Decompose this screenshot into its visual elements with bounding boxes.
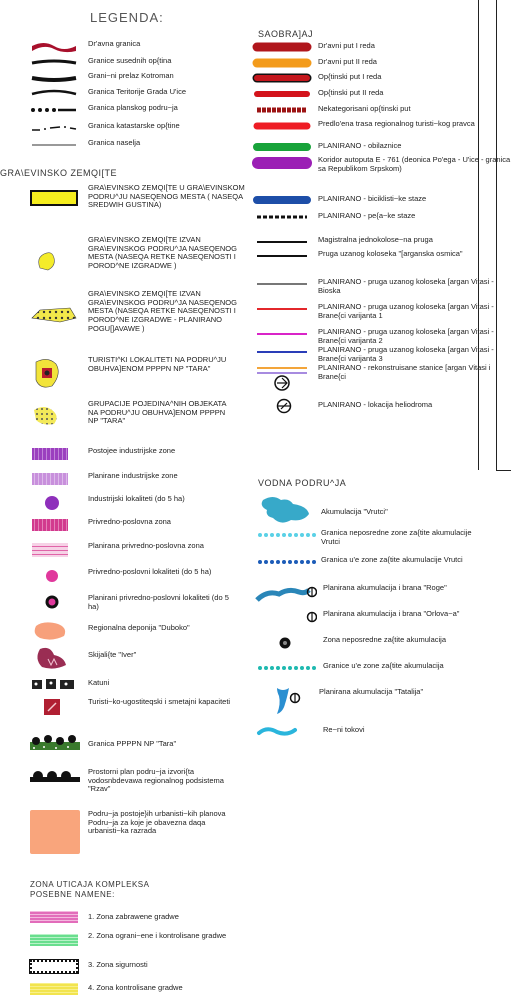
section-title-construction: GRA\EVINSKO ZEMQI[TE — [0, 168, 118, 178]
dotted-cyan-symbol — [255, 529, 317, 541]
legend-label: PLANIRANO - pruga uzanog koloseka [argan Vitasi - Brane{ci varijanta 2 — [318, 327, 494, 345]
legend-label: GRUPACIJE POJEDINA^NIH OBJEKATA NA PODRU^JU OBUHVA]ENOM PPPPN NP "TARA" — [88, 399, 227, 426]
line-symbol — [30, 57, 78, 69]
legend-label: Re~ni tokovi — [323, 725, 365, 734]
legend-title: LEGENDA: — [90, 10, 164, 25]
legend-item-industrial-planned — [30, 472, 238, 486]
dam-icon — [255, 610, 317, 624]
business-locality-symbol — [30, 568, 78, 584]
legend-item-state-border — [30, 40, 238, 54]
legend-item-business-locality-planned — [30, 594, 238, 611]
business-zone-symbol — [30, 518, 78, 532]
station-icon — [273, 374, 291, 394]
legend-item-katuni — [30, 676, 238, 692]
legend-item-plan-border — [30, 104, 218, 116]
yellow-blob-symbol — [30, 248, 78, 272]
walking-paths-symbol — [252, 211, 312, 223]
legend-label: Katuni — [88, 678, 110, 687]
legend-label: Skijali{te "Iver" — [88, 650, 137, 659]
railway-bioska-symbol — [252, 278, 312, 290]
legend-item-construction-1 — [30, 184, 248, 210]
section-title-traffic: SAOBRA]AJ — [258, 29, 314, 39]
tourist-route-symbol — [252, 120, 312, 132]
landfill-symbol — [30, 620, 78, 642]
vrutci-reservoir-symbol — [255, 494, 317, 528]
main-railway-symbol — [252, 236, 312, 248]
ski-resort-symbol — [30, 645, 78, 671]
legend-item-bike-paths — [252, 194, 498, 206]
legend-item-railway-v1 — [252, 303, 498, 320]
object-groups-symbol — [30, 402, 78, 428]
legend-item-immediate-zone-vrutci — [255, 529, 481, 546]
legend-label: PLANIRANO - lokacija heliodroma — [318, 400, 433, 409]
legend-item-business-zone — [30, 518, 238, 532]
bike-paths-symbol — [252, 194, 312, 206]
legend-label: Predlo'ena trasa regionalnog turisti~kog pravca — [318, 119, 475, 128]
section-title-zones-1: ZONA UTICAJA KOMPLEKSA — [30, 880, 150, 889]
roge-reservoir-symbol — [255, 584, 317, 606]
legend-item-settlement — [30, 139, 238, 151]
legend-item-uncategorized-road — [252, 104, 498, 116]
highway-corridor-symbol — [252, 156, 312, 170]
zone-1-symbol — [30, 910, 80, 924]
industrial-planned-symbol — [30, 472, 78, 486]
legend-item-narrow-railway — [252, 250, 498, 262]
legend-item-railway-bioska — [252, 278, 508, 295]
legend-label: GRA\EVINSKO ZEMQI[TE U GRA\EVINSKOM PODRU^JU NASEQENOG MESTA ( NASEQA SREDWIH GUSTINA) — [88, 183, 245, 210]
dotted-line-symbol — [30, 104, 78, 116]
legend-label: Op{tinski put I reda — [318, 72, 382, 81]
legend-item-state-road-1 — [252, 41, 498, 53]
legend-item-urban-plans — [30, 810, 248, 856]
legend-item-industrial-existing — [30, 447, 238, 461]
legend-item-bypass — [252, 141, 498, 153]
legend-label: Pruga uzanog koloseka "[arganska osmica" — [318, 249, 463, 258]
legend-label: Granice u'e zone za{tite akumulacija — [323, 661, 444, 670]
legend-item-narrow-zone — [255, 662, 473, 674]
zone-3-symbol — [30, 960, 80, 974]
legend-label: Planirana akumulacija i brana "Orlova~a" — [323, 609, 460, 618]
legend-label: Granica planskog podru~ja — [88, 103, 178, 112]
legend-item-ski-resort — [30, 645, 238, 671]
legend-label: Planirana privredno-poslovna zona — [88, 541, 204, 550]
legend-item-zone-4 — [30, 982, 248, 996]
legend-label: 4. Zona kontrolisane gradwe — [88, 983, 183, 992]
legend-label: PLANIRANO - pe{a~ke staze — [318, 211, 416, 220]
municipal-road-2-symbol — [252, 88, 312, 100]
legend-item-landfill — [30, 620, 238, 642]
legend-label: Granica naselja — [88, 138, 141, 147]
legend-label: Granice susednih op{tina — [88, 56, 172, 65]
frame-line — [496, 470, 511, 471]
legend-label: PLANIRANO - pruga uzanog koloseka [argan Vitasi - Brane{ci varijanta 3 — [318, 345, 494, 363]
legend-item-narrow-zone-vrutci — [255, 556, 481, 568]
legend-label: Granica PPPPN NP "Tara" — [88, 739, 177, 748]
legend-label: Prostorni plan podru~ja izvori{ta vodosnbdevawa regionalnog podsistema "Rzav" — [88, 767, 224, 794]
legend-label: PLANIRANO - pruga uzanog koloseka [argan Vitasi - Brane{ci varijanta 1 — [318, 302, 494, 320]
legend-item-neighbor-municipality — [30, 57, 238, 69]
line-symbol — [30, 72, 78, 84]
line-symbol — [30, 139, 78, 151]
legend-item-construction-3 — [30, 290, 253, 333]
rzav-plan-symbol — [30, 768, 82, 784]
legend-label: Planirana akumulacija "Tatalija" — [319, 687, 424, 696]
industrial-locality-symbol — [30, 495, 78, 511]
bypass-symbol — [252, 141, 312, 153]
legend-item-industrial-locality — [30, 495, 238, 511]
legend-item-vrutci-reservoir — [255, 494, 471, 528]
zone-4-symbol — [30, 982, 80, 996]
legend-label: Granica katastarske op{tine — [88, 121, 180, 130]
line-symbol — [30, 88, 78, 100]
legend-item-main-railway — [252, 236, 498, 248]
uncategorized-road-symbol — [252, 104, 312, 116]
legend-label: Privredno-poslovni lokaliteti (do 5 ha) — [88, 567, 212, 576]
legend-label: PLANIRANO - rekonstruisane stanice [argan Vitasi i Brane{ci — [318, 363, 491, 381]
legend-item-tara-border — [30, 734, 238, 754]
section-title-water: VODNA PODRU^JA — [258, 478, 347, 488]
legend-label: Postojee industrijske zone — [88, 446, 176, 455]
legend-label: GRA\EVINSKO ZEMQI[TE IZVAN GRA\EVINSKOG PODRU^JA NASEQENOG MESTA (NASEQA RETKE NASEQENOSTI I POROD^NE IZGRADWE ) — [88, 235, 237, 270]
legend-label: Regionalna deponija "Duboko" — [88, 623, 190, 632]
municipal-road-1-symbol — [252, 72, 312, 84]
business-zone-planned-symbol — [30, 542, 78, 558]
urban-plans-symbol — [30, 810, 82, 856]
legend-label: Turisti~ko-ugostiteqski i smetajni kapaciteti — [88, 697, 231, 706]
tourist-locality-symbol — [30, 356, 78, 392]
legend-label: Privredno-poslovna zona — [88, 517, 171, 526]
tara-border-symbol — [30, 734, 82, 754]
legend-label: TURISTI^KI LOKALITETI NA PODRU^JU OBUHVA]ENOM PPPPN NP "TARA" — [88, 355, 227, 373]
legend-item-zone-1 — [30, 910, 248, 924]
legend-item-orlovaca-reservoir — [255, 610, 473, 624]
legend-label: Planirani privredno-poslovni lokaliteti (do 5 ha) — [88, 593, 229, 611]
immediate-zone-symbol — [255, 636, 317, 650]
legend-label: Planirana akumulacija i brana "Roge" — [323, 583, 447, 592]
dotted-blue-symbol — [255, 556, 317, 568]
legend-item-immediate-zone — [255, 636, 473, 650]
legend-label: Granica neposredne zone za{tite akumulacije Vrutci — [321, 528, 472, 546]
legend-item-state-road-2 — [252, 57, 498, 69]
legend-label: PLANIRANO - biciklisti~ke staze — [318, 194, 427, 203]
legend-label: Zona neposredne za{tite akumulacija — [323, 635, 446, 644]
legend-label: Planirane industrijske zone — [88, 471, 178, 480]
legend-item-zone-2 — [30, 932, 248, 948]
tourist-capacity-symbol — [30, 698, 78, 716]
legend-item-highway-corridor — [252, 156, 511, 173]
legend-label: 2. Zona ograni~ene i kontrolisane gradwe — [88, 931, 227, 940]
legend-item-business-locality — [30, 568, 238, 584]
legend-label: Magistralna jednokolose~na pruga — [318, 235, 433, 244]
yellow-box-symbol — [30, 190, 78, 206]
legend-item-rzav-plan — [30, 768, 248, 794]
dash-dot-line-symbol — [30, 122, 78, 134]
legend-label: Industrijski lokaliteti (do 5 ha) — [88, 494, 185, 503]
legend-item-roge-reservoir — [255, 584, 473, 606]
legend-label: Dr'avni put I reda — [318, 41, 375, 50]
legend-item-heliport — [252, 398, 498, 414]
legend-label: Granica u'e zone za{tite akumulacije Vrutci — [321, 555, 463, 564]
section-title-zones-2: POSEBNE NAMENE: — [30, 890, 115, 899]
industrial-existing-symbol — [30, 447, 78, 461]
railway-v1-symbol — [252, 303, 312, 315]
legend-item-city-territory — [30, 88, 218, 100]
narrow-railway-symbol — [252, 250, 312, 262]
legend-label: PLANIRANO - obilaznice — [318, 141, 402, 150]
legend-label: 3. Zona sigurnosti — [88, 960, 148, 969]
legend-item-railway-v3 — [252, 346, 498, 363]
river-symbol — [255, 724, 317, 738]
legend-item-zone-3 — [30, 960, 248, 974]
legend-label: Dr'avna granica — [88, 39, 141, 48]
zone-2-symbol — [30, 932, 80, 948]
legend-label: Podru~ja postoje}ih urbanisti~kih planova Podru~ja za koje je obavezna daqa urbanisti~ka razrada — [88, 809, 226, 836]
legend-label: GRA\EVINSKO ZEMQI[TE IZVAN GRA\EVINSKOG PODRU^JA NASEQENOG MESTA (NASEQA RETKE NASEQENOSTI I POROD^NE IZGRADWE - PLANIRANO POGU[]AVAWE ) — [88, 289, 237, 333]
legend-item-cadastral — [30, 122, 238, 134]
tatalija-reservoir-symbol — [255, 686, 317, 716]
legend-label: Koridor autoputa E - 761 (deonica Po'ega - U'ice - granica sa Republikom Srpskom) — [318, 155, 511, 173]
legend-item-business-zone-planned — [30, 542, 238, 558]
legend-item-object-groups — [30, 400, 228, 428]
legend-item-construction-2 — [30, 236, 253, 272]
katuni-symbol — [30, 676, 78, 692]
state-border-symbol — [30, 40, 78, 54]
legend-item-tourist-locality — [30, 356, 228, 392]
legend-item-rivers — [255, 724, 473, 738]
legend-label: 1. Zona zabrawene gradwe — [88, 912, 179, 921]
state-road-1-symbol — [252, 41, 312, 53]
legend-item-tourist-capacity — [30, 698, 238, 716]
railway-v3-symbol — [252, 346, 312, 358]
railway-v2-symbol — [252, 328, 312, 340]
legend-label: Dr'avni put II reda — [318, 57, 377, 66]
legend-label: PLANIRANO - pruga uzanog koloseka [argan Vitasi - Bioska — [318, 277, 494, 295]
legend-item-border-crossing — [30, 72, 238, 84]
legend-label: Nekategorisani op{tinski put — [318, 104, 411, 113]
legend-item-municipal-road-1 — [252, 72, 498, 84]
legend-item-railway-v2 — [252, 328, 498, 345]
legend-label: Granica Teritorije Grada U'ice — [88, 87, 186, 96]
legend-item-municipal-road-2 — [252, 88, 498, 100]
state-road-2-symbol — [252, 57, 312, 69]
hatched-symbol — [30, 304, 78, 324]
business-locality-planned-symbol — [30, 594, 78, 610]
legend-item-walking-paths — [252, 211, 498, 223]
legend-label: Akumulacija "Vrutci" — [321, 507, 388, 516]
legend-item-tourist-route — [252, 120, 498, 132]
legend-label: Op{tinski put II reda — [318, 88, 384, 97]
heliport-icon — [252, 398, 312, 414]
legend-item-tatalija-reservoir — [255, 686, 469, 716]
legend-label: Grani~ni prelaz Kotroman — [88, 71, 174, 80]
dotted-teal-symbol — [255, 662, 317, 674]
